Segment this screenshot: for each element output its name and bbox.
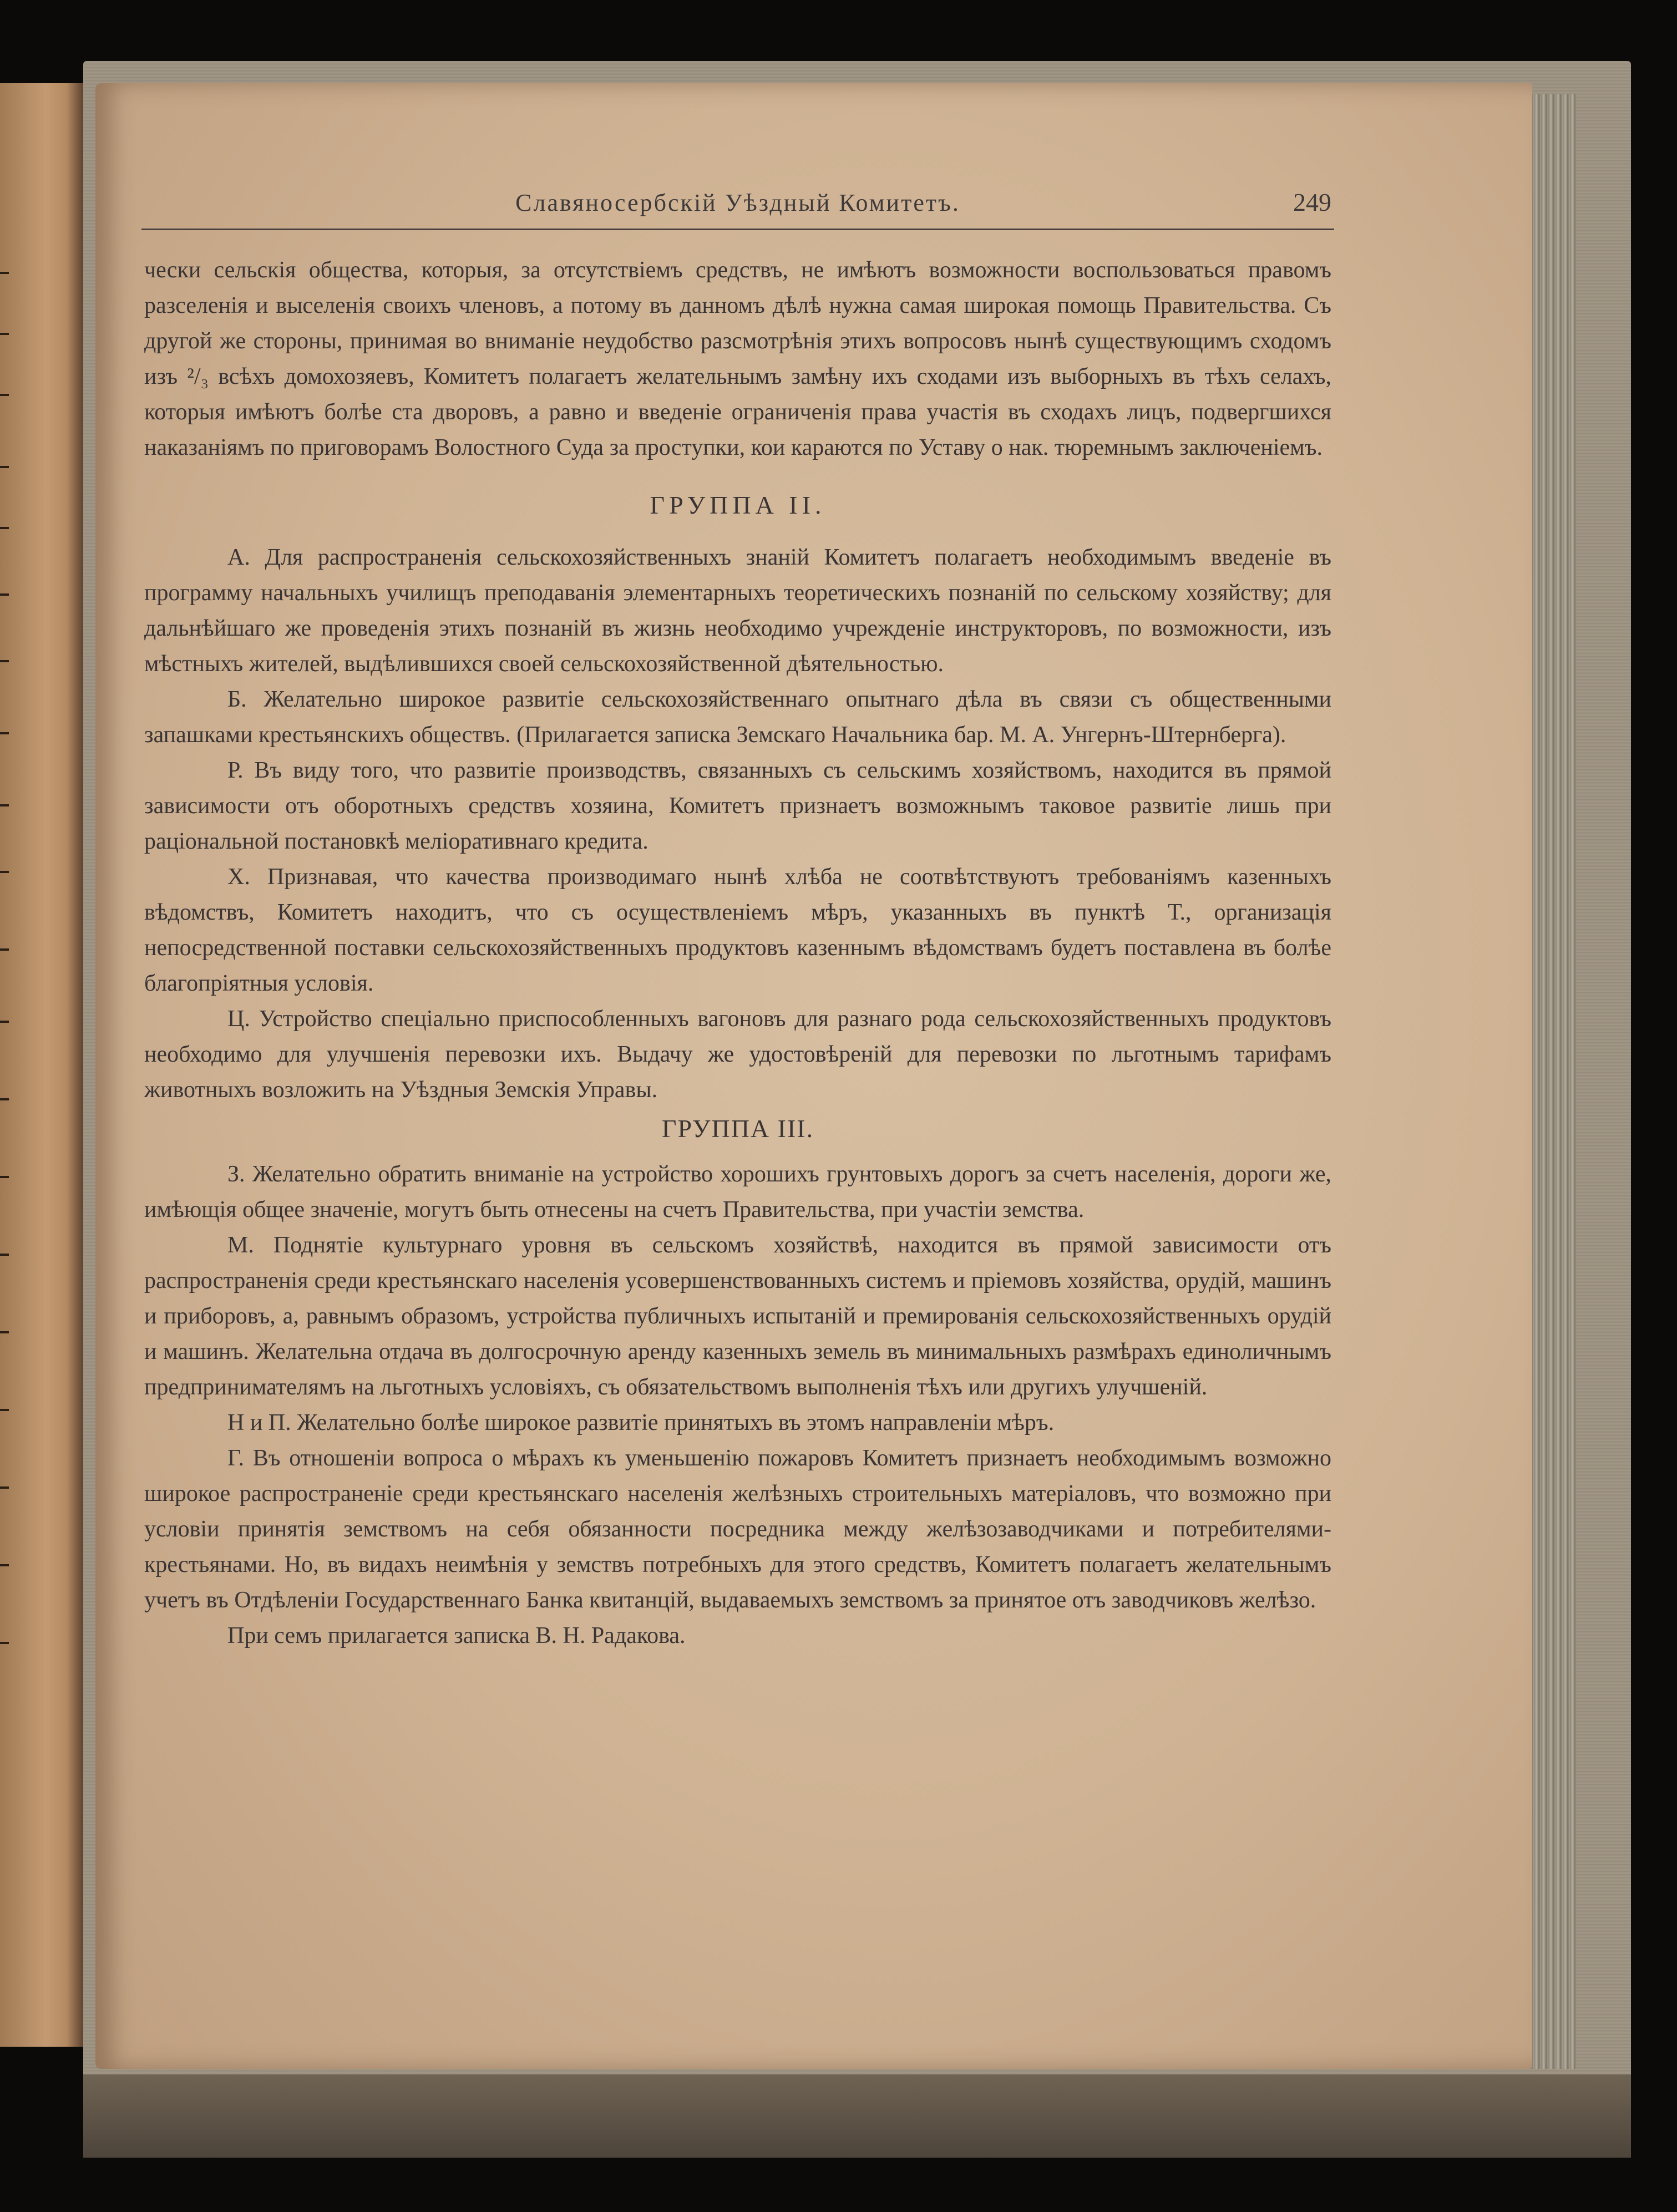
paragraph-a: А. Для распространенія сельскохозяйственныхъ знаній Комитетъ полагаетъ необходимымъ введеніе въ программу начальныхъ училищъ преподаванія элементарныхъ теоретическихъ познаній по сельскому хозяйству; для дальнѣйшаго же проведенія этихъ познаній въ жизнь необходимо учрежденіе инструкторовъ, по возможности, изъ мѣстныхъ жителей, выдѣлившихся своей сельскохозяйственной дѣятельностью.: [144, 545, 1331, 677]
body-text: [144, 252, 1331, 1653]
group-3-heading: ГРУППА III.: [661, 1114, 814, 1143]
paragraph-closing: При семъ прилагается записка В. Н. Радакова.: [227, 1623, 686, 1648]
book-cover-bottom-edge: [83, 2074, 1631, 2158]
paragraph-z: З. Желательно обратить вниманіе на устройство хорошихъ грунтовыхъ дорогъ за счетъ населенія, дороги же, имѣющія общее значеніе, могутъ быть отнесены на счетъ Правительства, при участіи земства.: [144, 1161, 1331, 1222]
paragraph-kh: Х. Признавая, что качества производимаго нынѣ хлѣба не соотвѣтствуютъ требованіямъ казенныхъ вѣдомствъ, Комитетъ находитъ, что съ осуществленіемъ мѣръ, указанныхъ въ пунктѣ Т., организація непосредственной поставки сельскохозяйственныхъ продуктовъ казеннымъ вѣдомствамъ будетъ поставлена въ болѣе благопріятныя условія.: [144, 864, 1331, 996]
running-title: Славяносербскій Уѣздный Комитетъ.: [515, 189, 960, 216]
header-rule: [141, 229, 1334, 230]
paragraph-n-p: Н и П. Желательно болѣе широкое развитіе принятыхъ въ этомъ направленіи мѣръ.: [227, 1410, 1055, 1435]
page-number: 249: [1293, 188, 1331, 216]
paragraph-m: М. Поднятіе культурнаго уровня въ сельскомъ хозяйствѣ, находится въ прямой зависимости отъ распространенія среди крестьянскаго населенія усовершенствованныхъ системъ и пріемовъ хозяйства, орудій, машинъ и приборовъ, а, равнымъ образомъ, устройства публичныхъ испытаній и премированія сельскохозяйственныхъ орудій и машинъ. Желательна отдача въ долгосрочную аренду казенныхъ земель въ минимальныхъ размѣрахъ единоличнымъ предпринимателямъ на льготныхъ условіяхъ, съ обязательствомъ выполненія тѣхъ или другихъ улучшеній.: [144, 1232, 1331, 1400]
paragraph-ts: Ц. Устройство спеціально приспособленныхъ вагоновъ для разнаго рода сельскохозяйственныхъ продуктовъ необходимо для улучшенія перевозки ихъ. Выдачу же удостовѣреній для перевозки по льготнымъ тарифамъ животныхъ возложить на Уѣздныя Земскія Управы.: [144, 1006, 1331, 1103]
paragraph-g: Г. Въ отношеніи вопроса о мѣрахъ къ уменьшенію пожаровъ Комитетъ признаетъ необходимымъ возможно широкое распространеніе среди крестьянскаго населенія желѣзныхъ строительныхъ матеріаловъ, что возможно при условіи принятія земствомъ на себя обязанности посредника между желѣзозаводчиками и потребителями-крестьянами. Но, въ видахъ неимѣнія у земствъ потребныхъ для этого средствъ, Комитетъ полагаетъ желательнымъ учетъ въ Отдѣленіи Государственнаго Банка квитанцій, выдаваемыхъ земствомъ за принятое отъ заводчиковъ желѣзо.: [144, 1445, 1331, 1613]
running-header: [144, 183, 1331, 227]
paragraph-b: Б. Желательно широкое развитіе сельскохозяйственнаго опытнаго дѣла въ связи съ общественными запашками крестьянскихъ обществъ. (Прилагается записка Земскаго Начальника бар. М. А. Унгернъ-Штернберга).: [144, 687, 1331, 748]
group-2-heading: ГРУППА II.: [650, 491, 826, 519]
left-facing-page: [0, 83, 83, 2047]
paragraph-r: Р. Въ виду того, что развитіе производствъ, связанныхъ съ сельскимъ хозяйствомъ, находится въ прямой зависимости отъ оборотныхъ средствъ хозяина, Комитетъ признаетъ возможнымъ таковое развитіе лишь при раціональной постановкѣ меліоративнаго кредита.: [144, 758, 1331, 854]
left-page-text-edge: [0, 83, 17, 2047]
paragraph-continuation: чески сельскія общества, которыя, за отсутствіемъ средствъ, не имѣютъ возможности воспользоваться правомъ разселенія и выселенія своихъ членовъ, а потому въ данномъ дѣлѣ нужна самая широкая помощь Правительства. Съ другой же стороны, принимая во вниманіе неудобство разсмотрѣнія этихъ вопросовъ нынѣ существующимъ сходомъ изъ ²/₃ всѣхъ домохозяевъ, Комитетъ полагаетъ желательнымъ замѣну ихъ сходами изъ выборныхъ въ тѣхъ селахъ, которыя имѣютъ болѣе ста дворовъ, а равно и введеніе ограниченія права участія въ сходахъ лицъ, подвергшихся наказаніямъ по приговорамъ Волостного Суда за проступки, кои караются по Уставу о нак. тюремнымъ заключеніемъ.: [144, 257, 1331, 460]
